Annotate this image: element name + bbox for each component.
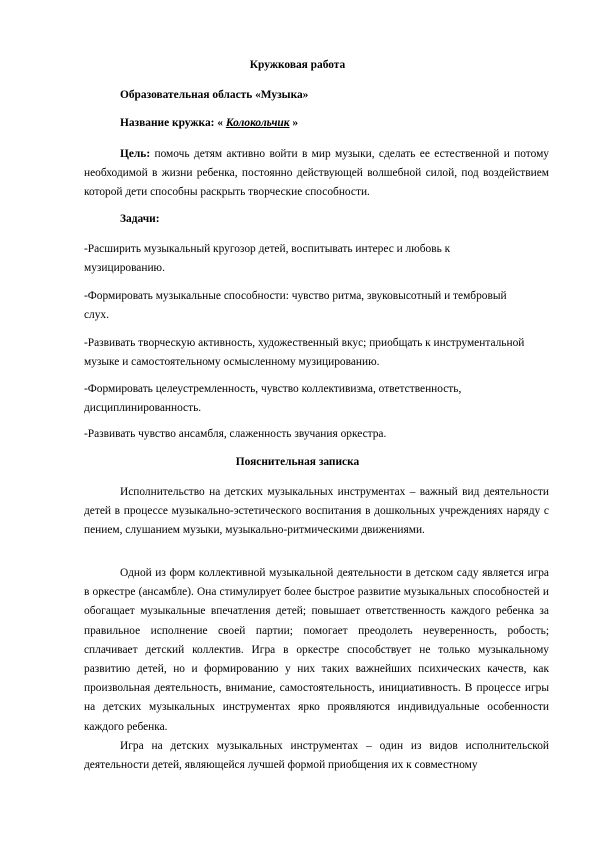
body-paragraph: Исполнительство на детских музыкальных инструментах – важный вид деятельности детей в процессе музыкально-эстетического воспитания в дошкольных учреждениях наряду с пением, слушанием музыки, музыкально-ритмическими движениями. — [84, 486, 549, 537]
task-item: -Формировать музыкальные способности: чувство ритма, звуковысотный и тембровый слух. — [84, 290, 507, 322]
circle-name-line — [120, 114, 585, 133]
document-title: Кружковая работа — [249, 59, 346, 71]
explanatory-note-heading: Пояснительная записка — [235, 456, 360, 468]
task-item: -Развивать чувство ансамбля, слаженность звучания оркестра. — [84, 428, 387, 440]
goal-paragraph — [84, 145, 549, 203]
goal-label: Цель: — [120, 148, 151, 160]
goal-text: помочь детям активно войти в мир музыки, сделать ее естественной и потому необходимой в жизни ребенка, постоянно действующей волшебной силой, под воздействием которой дети способны раскрыть творческие способности. — [84, 148, 549, 199]
circle-name: Колокольчик — [225, 117, 290, 129]
task-item: -Формировать целеустремленность, чувство коллективизма, ответственность, дисциплинированность. — [84, 383, 462, 415]
circle-name-prefix: Название кружка: « — [120, 117, 226, 129]
circle-name-suffix: » — [289, 117, 299, 129]
task-item: -Расширить музыкальный кругозор детей, воспитывать интерес и любовь к музицированию. — [84, 243, 451, 275]
body-paragraph: Одной из форм коллективной музыкальной деятельности в детском саду является игра в оркестре (ансамбле). Она стимулирует более быстрое развитие музыкальных способностей и обогащает музыкальные впечатления детей; повышает ответственность каждого ребенка за правильное исполнение своей партии; помогает преодолеть неуверенность, робость; сплачивает детский коллектив. Игра в оркестре способствует не только музыкальному развитию детей, но и формированию у них таких важнейших психических качеств, как произвольная деятельность, внимание, самостоятельность, инициативность. В процессе игры на детских музыкальных инструментах ярко проявляются индивидуальные особенности каждого ребенка. — [84, 567, 549, 733]
task-item: -Развивать творческую активность, художественный вкус; приобщать к инструментальной музыке и самостоятельному осмысленному музицированию. — [84, 337, 525, 369]
tasks-label: Задачи: — [120, 213, 160, 225]
body-paragraph: Игра на детских музыкальных инструментах – один из видов исполнительской деятельности детей, являющейся лучшей формой приобщения их к совместному — [84, 740, 549, 772]
educational-area-label: Образовательная область «Музыка» — [120, 89, 309, 101]
